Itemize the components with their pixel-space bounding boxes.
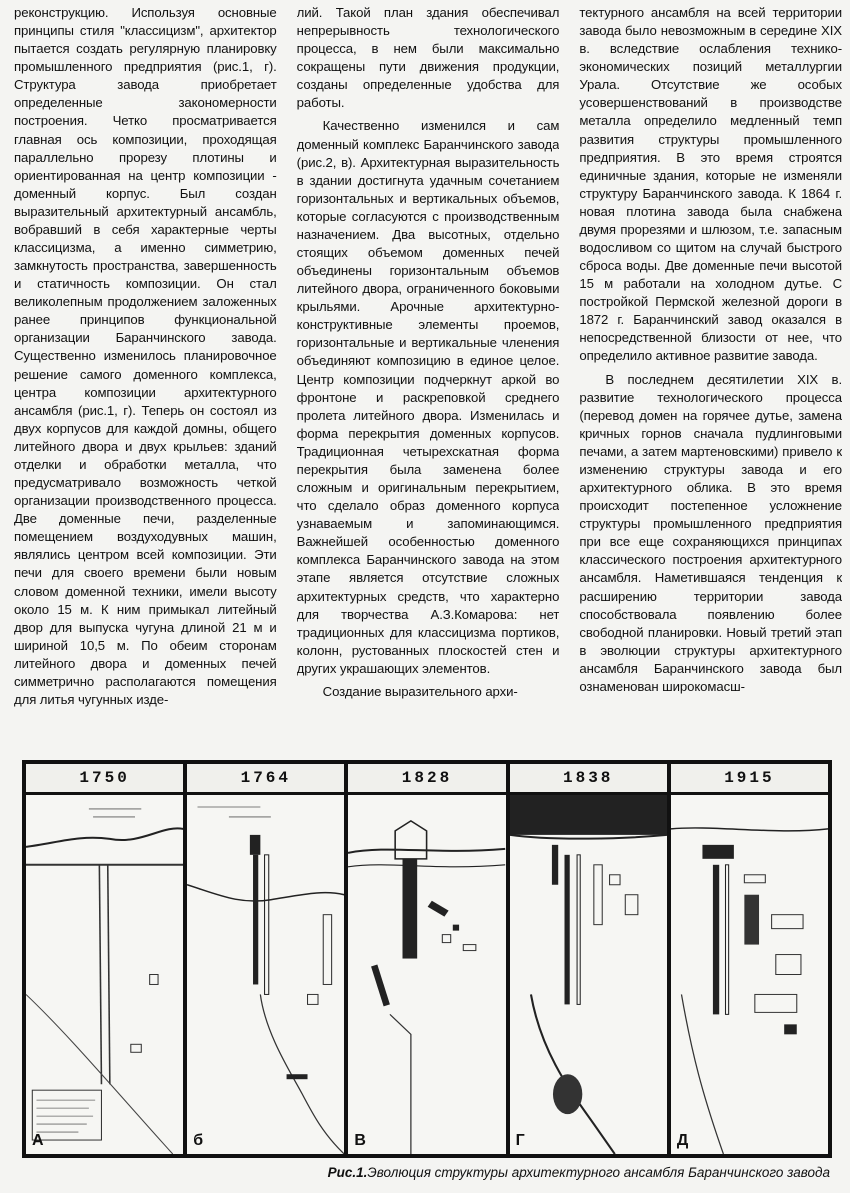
- panel-year: 1750: [26, 764, 183, 795]
- caption-label: Рис.1.: [327, 1165, 368, 1180]
- text-column-1: [14, 4, 277, 752]
- text-columns: [14, 4, 842, 752]
- plan-panel-1838: [510, 764, 667, 1154]
- panel-letter: б: [193, 1132, 204, 1149]
- figure-caption: [310, 1165, 830, 1180]
- panel-letter: Д: [676, 1132, 689, 1149]
- paragraph: тектурного ансамбля на всей территории завода было невозможным в середине XIX в. вследствие ослабления технико-экономических позиций металлургии Урала. Отсутствие же особых усовершенствований в производстве металла определило медленный темп развития структуры промышленного предприятия. В это время строятся единичные здания, которые не изменяли структуру Баранчинского завода. К 1864 г. новая плотина завода была снабжена двумя прорезями и шлюзом, т.е. запасным водосливом со щитом на случай быстрого сброса воды. Две доменные печи высотой 15 м работали на холодном дутье. С постройкой Пермской железной дороги в 1872 г. Баранчинский завод оказался в непосредственной близости от нее, что определило активное развитие завода.: [579, 5, 843, 364]
- panel-letter: Г: [515, 1132, 525, 1149]
- panel-year: 1828: [348, 764, 505, 795]
- plan-panel-1764: [187, 764, 344, 1154]
- plan-panel-1750: [26, 764, 183, 1154]
- paragraph: Создание выразительного архи-: [322, 683, 518, 699]
- plan-drawing-1828: [348, 795, 505, 1154]
- plan-panel-1828: [348, 764, 505, 1154]
- plan-drawing-1764: [187, 795, 344, 1154]
- plan-drawing-1915: [671, 795, 828, 1154]
- panel-year: 1915: [671, 764, 828, 795]
- plan-drawing-1838: [510, 795, 667, 1154]
- paragraph: Качественно изменился и сам доменный комплекс Баранчинского завода (рис.2, в). Архитектурная выразительность в здании достигнута удачным сочетанием горизонтальных и вертикальных объемов, которые согласуются с производственным назначением. Два высотных, отдельно стоящих объемом доменных печей объединены горизонтальным объемов литейного двора, ограниченного боковыми крыльями. Арочные архитектурно-конструктивные элементы проемов, горизонтальные и вертикальные членения объединяют композицию в единое целое. Центр композиции подчеркнут аркой во фронтоне и раскреповкой среднего пролета литейного двора. Изменилась и форма перекрытия доменных корпусов. Традиционная четырехскатная форма перекрытия была заменена более сложным и оригинальным перекрытием, что сделало образ доменного корпуса узнаваемым и запоминающимся. Важнейшей особенностью доменного комплекса Баранчинского завода на этом этапе является отсутствие сложных архитектурных средств, что характерно для творчества А.З.Комарова: нет традиционных для классицизма портиков, колонн, рустованных плоскостей стен и других украшающих элементов.: [296, 118, 560, 676]
- paragraph: лий. Такой план здания обеспечивал непрерывность технологического процесса, в нем были максимально сокращены пути движения продукции, созданы определенные удобства для работы.: [296, 5, 560, 111]
- caption-text: Эволюция структуры архитектурного ансамбля Баранчинского завода: [367, 1165, 830, 1180]
- panel-letter: А: [32, 1132, 44, 1149]
- plan-panel-1915: [671, 764, 828, 1154]
- plan-drawing-1750: [26, 795, 183, 1154]
- figure-plans: [22, 760, 832, 1158]
- panel-year: 1838: [510, 764, 667, 795]
- paragraph: В последнем десятилетии XIX в. развитие технологического процесса (перевод домен на горячее дутье, замена кричных горнов сначала пудлинговыми печами, а затем мартеновскими) привело к изменению структуры завода и его архитектурного облика. В это время происходит постепенное усложнение структуры промышленного предприятия при все еще сохраняющихся принципах классического построения архитектурного ансамбля. Наметившаяся тенденция к расширению территории завода способствовала появлению более свободной планировки. Новый третий этап в эволюции структуры архитектурного ансамбля Баранчинского завода был ознаменован широкомасш-: [579, 371, 843, 694]
- paragraph: реконструкцию. Используя основные принципы стиля "классицизм", архитектор пытается создать регулярную планировку промышленного предприятия (рис.1, г). Структура завода приобретает определенные закономерности построения. Четко просматривается главная ось композиции, проходящая параллельно прорезу плотины и ориентированная на центр композиции - доменный корпус. Был создан выразительный архитектурный ансамбль, вобравший в себя характерные черты классицизма, а именно симметрию, замкнутость пространства, завершенность и статичность композиции. Он стал великолепным продолжением заложенных ранее принципов функциональной организации Баранчинского завода. Существенно изменилось планировочное решение самого доменного комплекса, центра композиции архитектурного ансамбля (рис.1, г). Теперь он состоял из двух корпусов для каждой домны, общего литейного двора и двух крыльев: зданий отделки и обработки металла, что предусматривало возможность четкой организации производственного процесса. Две доменные печи, разделенные помещением воздуходувных машин, являлись центром всей композиции. Эти печи для своего времени были новым словом доменной техники, имели высоту около 15 м. К ним примыкал литейный двор для выпуска чугуна длиной 21 м и шириной 10,5 м. По обеим сторонам литейного двора и доменных печей симметрично располагаются помещения для литья чугунных изде-: [14, 5, 277, 707]
- text-column-2: [297, 4, 560, 752]
- panel-letter: В: [354, 1132, 366, 1149]
- panel-year: 1764: [187, 764, 344, 795]
- text-column-3: [579, 4, 842, 752]
